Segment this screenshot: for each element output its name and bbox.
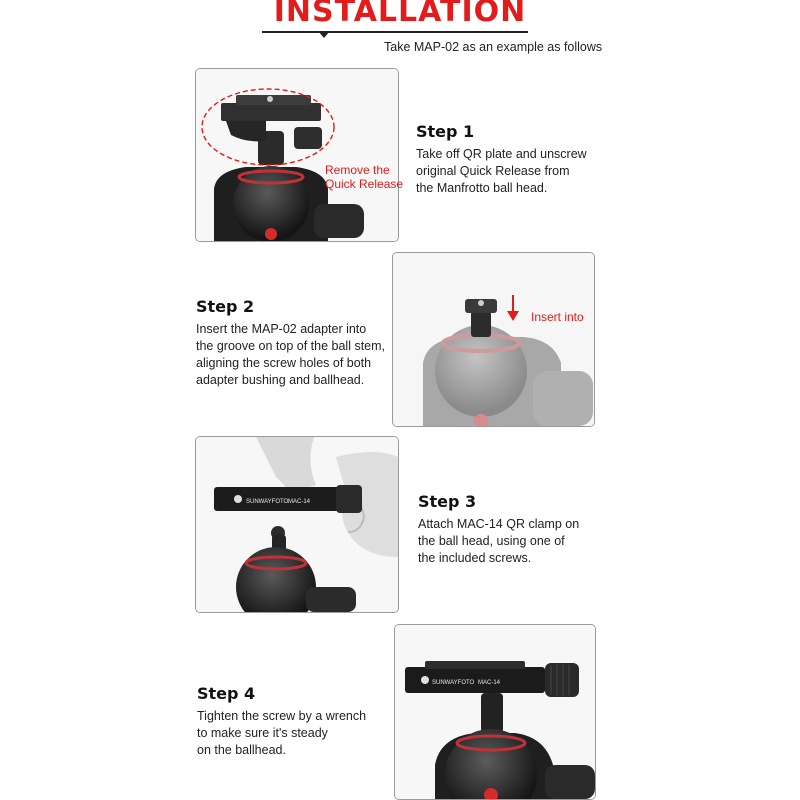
- step2-description: Insert the MAP-02 adapter into the groove on top of the ball stem, aligning the screw holes of both adapter bushing and ballhead.: [196, 322, 386, 387]
- step4-clamp-brand: SUNWAYFOTO: [432, 680, 475, 686]
- step3-clamp-brand: SUNWAYFOTO: [246, 499, 289, 505]
- step1-photo: [195, 68, 399, 242]
- step4-description: Tighten the screw by a wrench to make sure it's steady on the ballhead.: [197, 709, 367, 757]
- page-title: INSTALLATION: [273, 0, 527, 29]
- step1-description: Take off QR plate and unscrew original Quick Release from the Manfrotto ball head.: [416, 147, 587, 195]
- title-notch: [318, 31, 330, 38]
- step4-title: Step 4: [197, 684, 256, 703]
- step2-callout: Insert into: [531, 310, 584, 324]
- step4-clamp-model: MAC-14: [478, 680, 501, 686]
- title-underline: [262, 31, 528, 33]
- step1-title: Step 1: [416, 122, 475, 141]
- step3-clamp-model: MAC-14: [288, 499, 311, 505]
- step3-photo: [195, 436, 399, 613]
- step3-description: Attach MAC-14 QR clamp on the ball head, using one of the included screws.: [418, 517, 580, 565]
- step3-title: Step 3: [418, 492, 477, 511]
- step1-callout: Remove the Quick Release: [325, 163, 404, 191]
- step4-photo: [394, 624, 596, 800]
- page-subtitle: Take MAP-02 as an example as follows: [384, 40, 603, 54]
- step2-title: Step 2: [196, 297, 255, 316]
- step2-photo: [392, 252, 595, 427]
